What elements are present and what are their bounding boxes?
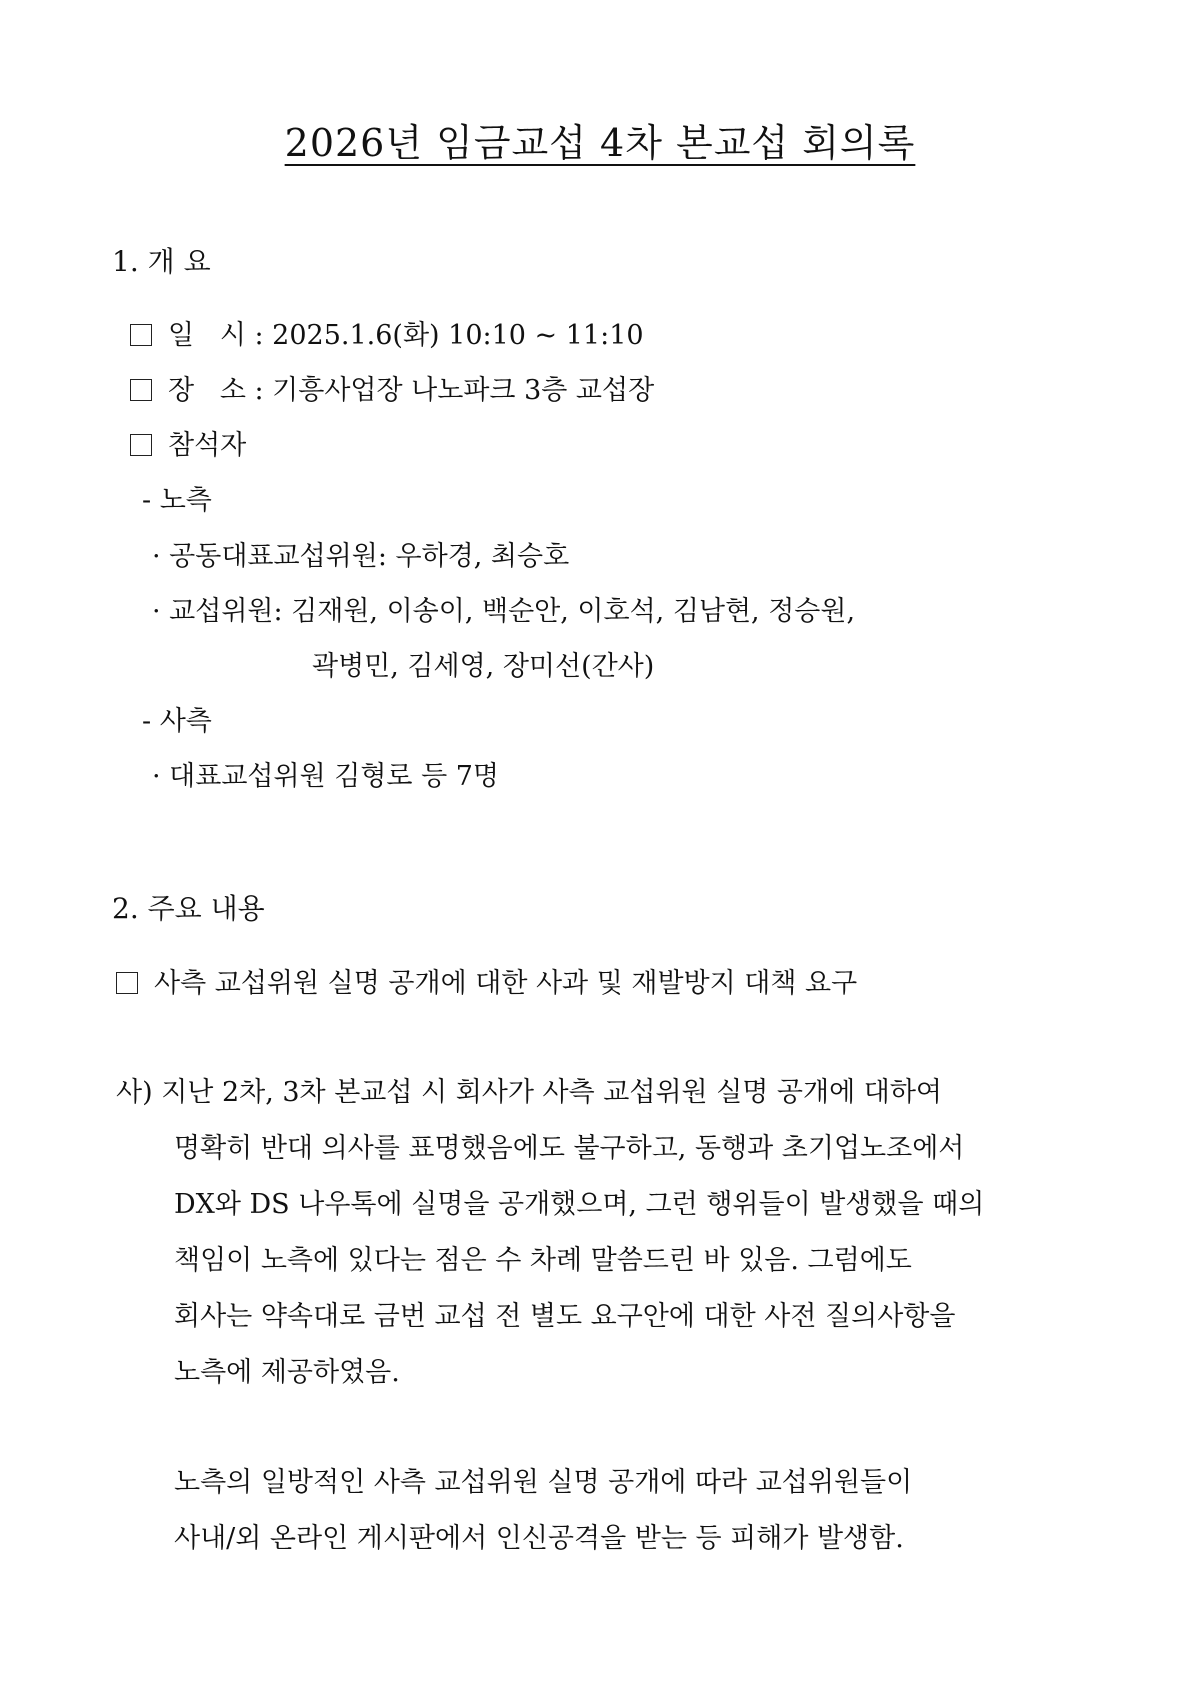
checkbox-square-icon (130, 324, 152, 346)
paragraph-1-line-2: 명확히 반대 의사를 표명했음에도 불구하고, 동행과 초기업노조에서 (174, 1133, 965, 1164)
place-line (130, 373, 654, 409)
union-representatives: · 공동대표교섭위원: 우하경, 최승호 (152, 541, 570, 572)
paragraph-1-line-1: 사) 지난 2차, 3차 본교섭 시 회사가 사측 교섭위원 실명 공개에 대하여 (116, 1077, 943, 1108)
company-representatives: · 대표교섭위원 김형로 등 7명 (152, 761, 499, 792)
union-side-label: - 노측 (142, 485, 212, 516)
paragraph-2-line-1: 노측의 일방적인 사측 교섭위원 실명 공개에 따라 교섭위원들이 (174, 1467, 913, 1498)
attendees-line (130, 428, 246, 464)
union-members-line-2: 곽병민, 김세영, 장미선(간사) (312, 651, 655, 682)
checkbox-square-icon (116, 972, 138, 994)
paragraph-1-line-4: 책임이 노측에 있다는 점은 수 차례 말씀드린 바 있음. 그럼에도 (174, 1245, 912, 1276)
datetime-line (130, 318, 644, 354)
checkbox-square-icon (130, 434, 152, 456)
company-side-label: - 사측 (142, 706, 212, 737)
section-1-heading: 1. 개 요 (112, 245, 211, 278)
union-members-line-1: · 교섭위원: 김재원, 이송이, 백순안, 이호석, 김남현, 정승원, (152, 596, 856, 627)
place-text: 장 소 : 기흥사업장 나노파크 3층 교섭장 (168, 375, 655, 406)
document-title-text: 2026년 임금교섭 4차 본교섭 회의록 (284, 121, 916, 165)
section-2-heading: 2. 주요 내용 (112, 892, 265, 925)
paragraph-1-line-6: 노측에 제공하였음. (174, 1357, 400, 1388)
checkbox-square-icon (130, 379, 152, 401)
paragraph-1-line-5: 회사는 약속대로 금번 교섭 전 별도 요구안에 대한 사전 질의사항을 (174, 1301, 956, 1332)
datetime-text: 일 시 : 2025.1.6(화) 10:10 ~ 11:10 (168, 320, 644, 351)
attendees-label: 참석자 (168, 430, 247, 461)
paragraph-2-line-2: 사내/외 온라인 게시판에서 인신공격을 받는 등 피해가 발생함. (174, 1523, 904, 1554)
document-title (0, 112, 1200, 167)
main-item-line (116, 966, 857, 1002)
paragraph-1-line-3: DX와 DS 나우톡에 실명을 공개했으며, 그런 행위들이 발생했을 때의 (174, 1189, 985, 1220)
main-item-text: 사측 교섭위원 실명 공개에 대한 사과 및 재발방지 대책 요구 (154, 968, 858, 999)
